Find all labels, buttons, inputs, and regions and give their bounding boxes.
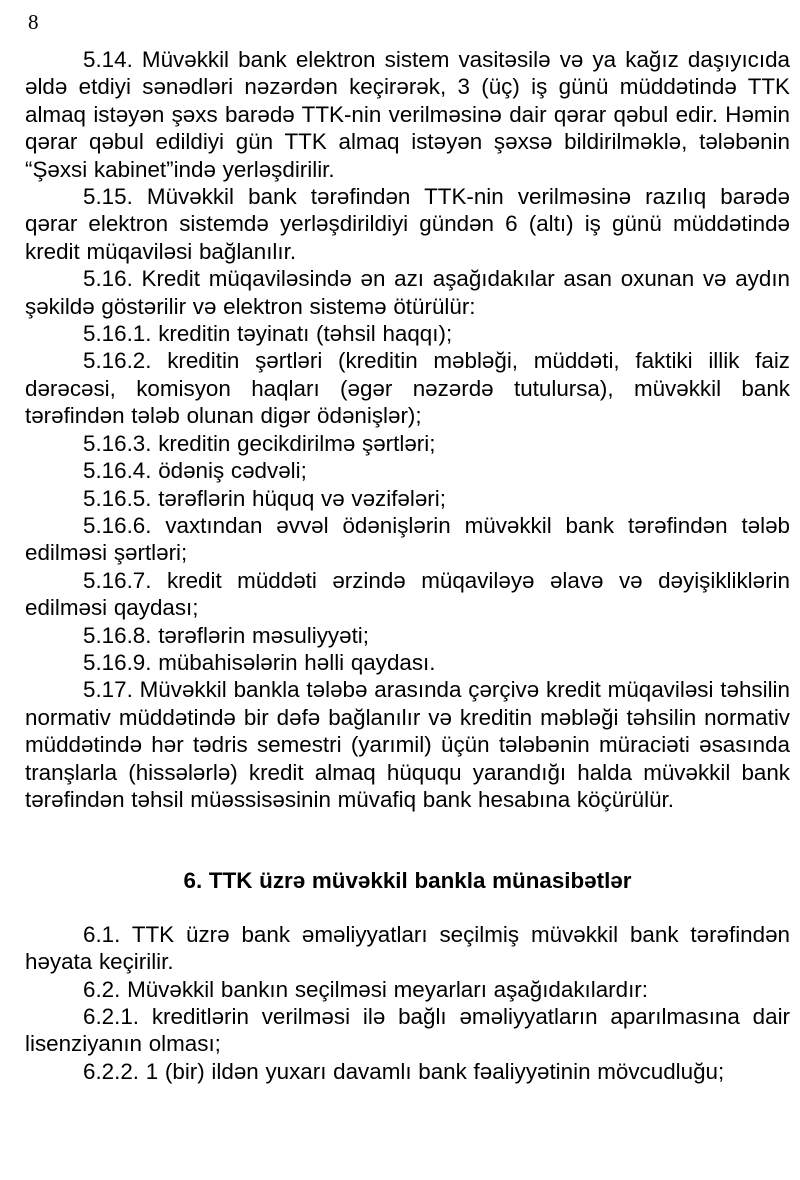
- paragraph-5-16-8: 5.16.8. tərəflərin məsuliyyəti;: [83, 622, 369, 648]
- page-number: 8: [28, 10, 39, 34]
- document-body: [0, 46, 800, 1085]
- section-6-heading: 6. TTK üzrə müvəkkil bankla münasibətlər: [183, 868, 632, 894]
- paragraph-5-16-3: 5.16.3. kreditin gecikdirilmə şərtləri;: [83, 430, 436, 456]
- document-page: [0, 10, 800, 1180]
- paragraph-6-1: 6.1. TTK üzrə bank əməliyyatları seçilmiş müvəkkil bank tərəfindən həyata keçirilir.: [25, 921, 790, 975]
- paragraph-5-14: 5.14. Müvəkkil bank elektron sistem vasitəsilə və ya kağız daşıyıcıda əldə etdiyi sənədləri nəzərdən keçirərək, 3 (üç) iş günü müddətində TTK almaq istəyən şəxs barədə TTK-nin verilməsinə dair qərar qəbul edir. Həmin qərar qəbul edildiyi gün TTK almaq istəyən şəxsə bildirilməklə, tələbənin “Şəxsi kabinet”ində yerləşdirilir.: [25, 47, 790, 182]
- paragraph-6-2: 6.2. Müvəkkil bankın seçilməsi meyarları aşağıdakılardır:: [83, 976, 648, 1002]
- paragraph-5-16-7: 5.16.7. kredit müddəti ərzində müqaviləyə əlavə və dəyişikliklərin edilməsi qaydası;: [25, 567, 790, 621]
- paragraph-5-16-6: 5.16.6. vaxtından əvvəl ödənişlərin müvəkkil bank tərəfindən tələb edilməsi şərtləri;: [25, 512, 790, 566]
- paragraph-5-16-2: 5.16.2. kreditin şərtləri (kreditin məbləği, müddəti, faktiki illik faiz dərəcəsi, komisyon haqları (əgər nəzərdə tutulursa), müvəkkil bank tərəfindən tələb olunan digər ödənişlər);: [25, 348, 790, 429]
- paragraph-5-15: 5.15. Müvəkkil bank tərəfindən TTK-nin verilməsinə razılıq barədə qərar elektron sistemdə yerləşdirildiyi gündən 6 (altı) iş günü müddətində kredit müqaviləsi bağlanılır.: [25, 184, 790, 264]
- paragraph-5-17: 5.17. Müvəkkil bankla tələbə arasında çərçivə kredit müqaviləsi təhsilin normativ müddətində bir dəfə bağlanılır və kreditin məbləği təhsilin normativ müddətində hər tədris semestri (yarımil) üçün tələbənin müraciəti əsasında tranşlarla (hissələrlə) kredit almaq hüququ yarandığı halda müvəkkil bank tərəfindən təhsil müəssisəsinin müvafiq bank hesabına köçürülür.: [25, 677, 790, 812]
- paragraph-5-16: 5.16. Kredit müqaviləsində ən azı aşağıdakılar asan oxunan və aydın şəkildə göstərilir və elektron sistemə ötürülür:: [25, 266, 790, 319]
- paragraph-5-16-9: 5.16.9. mübahisələrin həlli qaydası.: [83, 649, 436, 675]
- paragraph-5-16-4: 5.16.4. ödəniş cədvəli;: [83, 458, 307, 484]
- paragraph-5-16-5: 5.16.5. tərəflərin hüquq və vəzifələri;: [83, 485, 446, 511]
- paragraph-6-2-1: 6.2.1. kreditlərin verilməsi ilə bağlı əməliyyatların aparılmasına dair lisenziyanın olması;: [25, 1004, 790, 1057]
- paragraph-5-16-1: 5.16.1. kreditin təyinatı (təhsil haqqı);: [83, 321, 453, 347]
- paragraph-6-2-2: 6.2.2. 1 (bir) ildən yuxarı davamlı bank fəaliyyətinin mövcudluğu;: [83, 1058, 725, 1084]
